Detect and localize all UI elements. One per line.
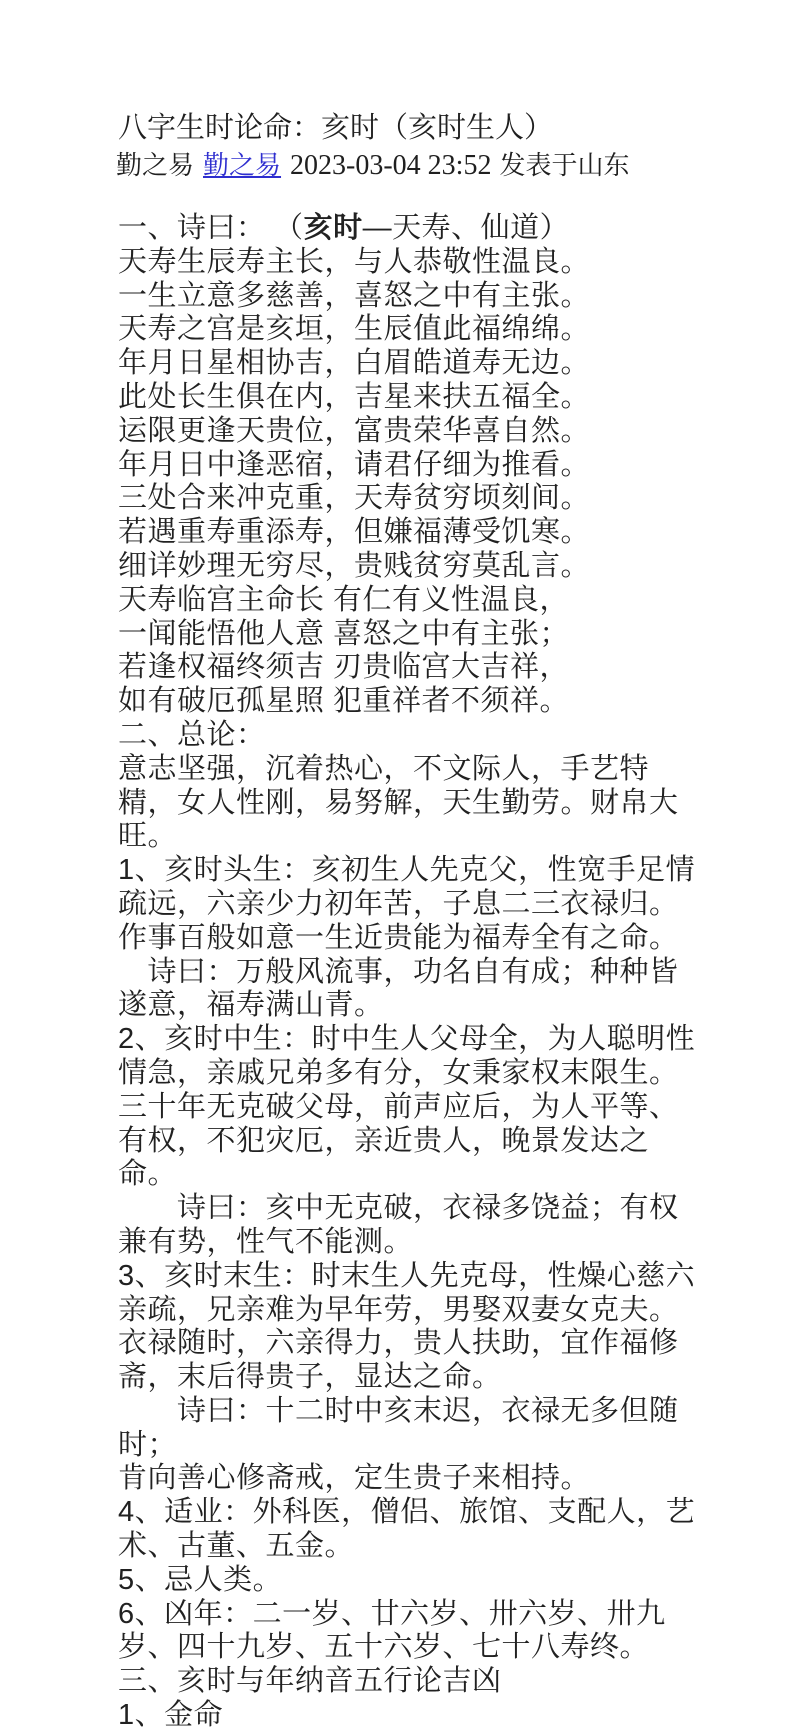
text-line: 天寿临宫主命长 有仁有义性温良，: [118, 583, 570, 616]
highlighted-term: 亥时: [303, 212, 363, 244]
text-line: 运限更逢天贵位，富贵荣华喜自然。: [118, 414, 591, 447]
text-line: 一生立意多慈善，喜怒之中有主张。: [118, 279, 591, 312]
text-line: 如有破厄孤星照 犯重祥者不须祥。: [118, 685, 570, 718]
text-segment: 一、诗曰： （: [118, 212, 304, 244]
text-line: 一闻能悟他人意 喜怒之中有主张；: [118, 617, 570, 650]
article-title: 八字生时论命：亥时（亥时生人）: [118, 112, 554, 144]
text-line: 二、总论：: [118, 718, 266, 751]
text-segment: —天寿、仙道）: [362, 212, 570, 244]
text-line: 1、亥时头生：亥初生人先克父，性宽手足情: [118, 854, 696, 887]
publish-location: 发表于山东: [499, 150, 630, 180]
text-line: 衣禄随时，六亲得力，贵人扶助，宜作福修: [118, 1327, 679, 1360]
text-line: 天寿之宫是亥垣，生辰值此福绵绵。: [118, 313, 591, 346]
text-line: 斋，末后得贵子，显达之命。: [118, 1361, 502, 1394]
text-line: 2、亥时中生：时中生人父母全，为人聪明性: [118, 1023, 696, 1056]
text-line: 年月日星相协吉，白眉皓道寿无边。: [118, 347, 591, 380]
text-line: 作事百般如意一生近贵能为福寿全有之命。: [118, 921, 679, 954]
text-line: 4、适业：外科医，僧侣、旅馆、支配人，艺: [118, 1496, 696, 1529]
text-line: 旺。: [118, 820, 178, 853]
text-line: 时；: [118, 1428, 178, 1461]
text-line: 此处长生俱在内，吉星来扶五福全。: [118, 380, 591, 413]
text-line: 年月日中逢恶宿，请君仔细为推看。: [118, 448, 591, 481]
author-name: 勤之易: [116, 150, 195, 180]
text-line: 诗曰：万般风流事，功名自有成；种种皆: [118, 955, 679, 988]
text-line: 若遇重寿重添寿，但嫌福薄受饥寒。: [118, 516, 591, 549]
text-line: 情急，亲戚兄弟多有分，女秉家权末限生。: [118, 1056, 679, 1089]
text-line: 三处合来冲克重，天寿贫穷顷刻间。: [118, 482, 591, 515]
byline: [116, 150, 736, 181]
publish-date: 2023-03-04 23:52: [290, 150, 492, 181]
text-line: 天寿生辰寿主长，与人恭敬性温良。: [118, 245, 591, 278]
text-line: 1、金命: [118, 1699, 224, 1732]
text-line: 遂意，福寿满山青。: [118, 989, 384, 1022]
text-line: 5、忌人类。: [118, 1563, 283, 1596]
text-line: 疏远，六亲少力初年苦，子息二三衣禄归。: [118, 887, 679, 920]
text-line: 岁、四十九岁、五十六岁、七十八寿终。: [118, 1631, 650, 1664]
text-line: 亲疏，兄亲难为早年劳，男娶双妻女克夫。: [118, 1293, 679, 1326]
author-link[interactable]: 勤之易: [203, 150, 282, 180]
text-line: 细详妙理无穷尽，贵贱贫穷莫乱言。: [118, 549, 591, 582]
text-line: 意志坚强，沉着热心，不文际人，手艺特: [118, 752, 650, 785]
text-line: 兼有势，性气不能测。: [118, 1225, 414, 1258]
text-line: 三、亥时与年纳音五行论吉凶: [118, 1665, 502, 1698]
text-line: 6、凶年：二一岁、廿六岁、卅六岁、卅九: [118, 1597, 666, 1630]
text-line: 3、亥时末生：时末生人先克母，性燥心慈六: [118, 1259, 696, 1292]
text-line: [118, 212, 718, 246]
text-line: 诗曰：十二时中亥末迟，衣禄无多但随: [118, 1394, 679, 1427]
article-body: [118, 212, 718, 1733]
text-line: 诗曰：亥中无克破，衣禄多饶益；有权: [118, 1192, 679, 1225]
text-line: 有权，不犯灾厄，亲近贵人，晚景发达之: [118, 1124, 650, 1157]
text-line: 命。: [118, 1158, 178, 1191]
text-line: 若逢权福终须吉 刃贵临宫大吉祥，: [118, 651, 570, 684]
text-line: 精，女人性刚，易努解，天生勤劳。财帛大: [118, 786, 679, 819]
text-line: 三十年无克破父母，前声应后，为人平等、: [118, 1090, 679, 1123]
text-line: 肯向善心修斋戒，定生贵子来相持。: [118, 1462, 591, 1495]
text-line: 术、古董、五金。: [118, 1530, 355, 1563]
